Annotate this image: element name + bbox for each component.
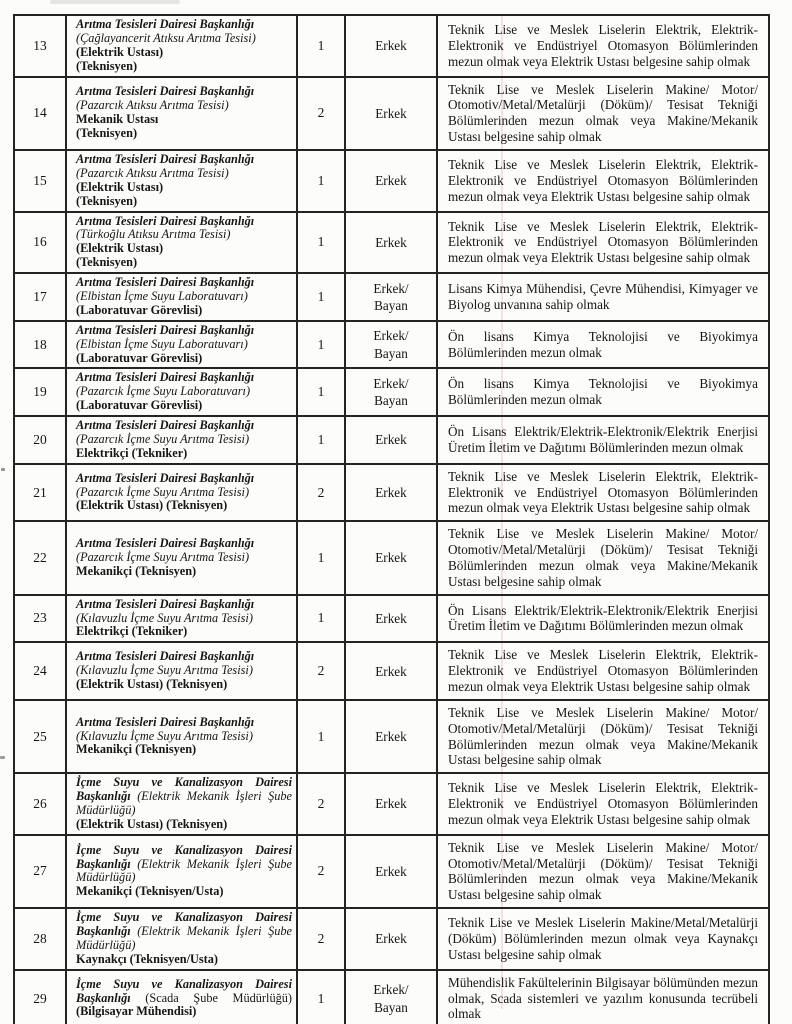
position-line [76, 167, 292, 181]
row-number-cell: 19 [14, 368, 66, 416]
requirement-cell: Teknik Lise ve Meslek Liselerin Elektrik, Elektrik-Elektronik ve Endüstriyel Otomasyon Bölümlerinden mezun olmak veya Elektrik Ustası belgesine sahip olmak [437, 642, 769, 700]
position-line [76, 385, 292, 399]
position-text-segment: Mekanik Ustası [76, 112, 159, 127]
table-row [14, 970, 769, 1024]
row-number-cell: 27 [14, 835, 66, 908]
requirement-cell: Ön Lisans Elektrik/Elektrik-Elektronik/Elektrik Enerjisi Üretim İletim ve Dağıtımı Bölümlerinden mezun olmak [437, 595, 769, 643]
table-row [14, 521, 769, 594]
requirement-cell: Teknik Lise ve Meslek Liselerin Makine/ Motor/ Otomotiv/Metal/Metalürji (Döküm)/ Tesisat Tekniği Bölümlerinden mezun olmak veya Makine/Mekanik Ustası belgesine sahip olmak [437, 521, 769, 594]
position-line [76, 127, 292, 141]
position-text-segment: Arıtma Tesisleri Dairesi Başkanlığı [76, 596, 255, 611]
position-text-segment: Arıtma Tesisleri Dairesi Başkanlığı [76, 17, 255, 31]
position-cell [66, 835, 297, 908]
count-cell: 1 [297, 700, 345, 773]
gender-cell: Erkek [345, 773, 437, 835]
position-cell [66, 150, 297, 212]
count-cell: 2 [297, 773, 345, 835]
requirement-cell: Teknik Lise ve Meslek Liselerin Makine/ Motor/ Otomotiv/Metal/Metalürji (Döküm)/ Tesisat Tekniği Bölümlerinden mezun olmak veya Makine/Mekanik Ustası belgesine sahip olmak [437, 700, 769, 773]
table-row [14, 464, 769, 522]
position-line [76, 195, 292, 209]
gender-cell: Erkek/ Bayan [345, 273, 437, 321]
count-cell: 1 [297, 15, 345, 77]
position-text-segment: Mekanikçi (Teknisyen) [76, 563, 197, 578]
table-row [14, 212, 769, 274]
position-text-segment: (Elektrik Mekanik İşleri Şube Müdürlüğü) [76, 924, 292, 952]
gender-cell: Erkek [345, 521, 437, 594]
position-line [76, 612, 292, 626]
row-number-cell: 15 [14, 150, 66, 212]
position-text-segment: Arıtma Tesisleri Dairesi Başkanlığı [76, 213, 255, 228]
position-text-segment: (Teknisyen) [76, 255, 138, 270]
gender-cell: Erkek [345, 77, 437, 150]
position-line [76, 486, 292, 500]
scan-speck [0, 756, 5, 759]
position-text-segment: (Laboratuvar Görevlisi) [76, 302, 203, 317]
requirement-cell: Ön Lisans Elektrik/Elektrik-Elektronik/Elektrik Enerjisi Üretim İletim ve Dağıtımı Bölümlerinden mezun olmak [437, 416, 769, 464]
count-cell: 1 [297, 416, 345, 464]
table-row [14, 642, 769, 700]
position-text-segment: Arıtma Tesisleri Dairesi Başkanlığı [76, 470, 255, 485]
position-line [76, 911, 292, 953]
requirement-cell: Teknik Lise ve Meslek Liselerin Elektrik, Elektrik-Elektronik ve Endüstriyel Otomasyon Bölümlerinden mezun olmak veya Elektrik Ustası belgesine sahip olmak [437, 464, 769, 522]
position-line [76, 181, 292, 195]
position-text-segment: Elektrikçi (Tekniker) [76, 445, 188, 460]
row-number-cell: 24 [14, 642, 66, 700]
position-cell [66, 908, 297, 970]
table-row [14, 15, 769, 77]
position-text-segment: Arıtma Tesisleri Dairesi Başkanlığı [76, 536, 255, 551]
position-text-segment: Kaynakçı (Teknisyen/Usta) [76, 951, 219, 966]
position-text-segment: (Pazarcık Atıksu Arıtma Tesisi) [76, 98, 229, 113]
position-line [76, 304, 292, 318]
position-text-segment: Mekanikçi (Teknisyen/Usta) [76, 884, 224, 899]
gender-cell: Erkek [345, 908, 437, 970]
position-text-segment: (Elektrik Mekanik İşleri Şube Müdürlüğü) [76, 789, 292, 818]
position-text-segment: (Laboratuvar Görevlisi) [76, 398, 203, 413]
requirement-cell: Teknik Lise ve Meslek Liselerin Elektrik, Elektrik-Elektronik ve Endüstriyel Otomasyon Bölümlerinden mezun olmak veya Elektrik Ustası belgesine sahip olmak [437, 150, 769, 212]
position-text-segment: (Scada Şube Müdürlüğü) [130, 990, 292, 1005]
position-text-segment: (Elektrik Ustası) (Teknisyen) [76, 498, 228, 513]
table-body [14, 15, 769, 1024]
position-text-segment: (Elektrik Ustası) [76, 241, 164, 256]
position-line [76, 730, 292, 744]
position-line [76, 290, 292, 304]
position-text-segment: (Elektrik Ustası) [76, 44, 164, 59]
position-line [76, 371, 292, 385]
position-line [76, 419, 292, 433]
requirement-cell: Teknik Lise ve Meslek Liselerin Makine/ Motor/ Otomotiv/Metal/Metalürji (Döküm)/ Tesisat Tekniği Bölümlerinden mezun olmak veya Makine/Mekanik Ustası belgesine sahip olmak [437, 835, 769, 908]
position-text-segment: (Çağlayancerit Atıksu Arıtma Tesisi) [76, 30, 256, 45]
position-line [76, 153, 292, 167]
position-text-segment: (Elektrik Ustası) (Teknisyen) [76, 816, 228, 831]
position-line [76, 399, 292, 413]
position-line [76, 776, 292, 818]
gender-cell: Erkek [345, 212, 437, 274]
table-row [14, 700, 769, 773]
position-line [76, 228, 292, 242]
position-line [76, 537, 292, 551]
position-line [76, 324, 292, 338]
position-text-segment: (Elektrik Ustası) [76, 179, 164, 194]
position-text-segment: İçme Suyu ve Kanalizasyon Dairesi Başkanlığı [76, 842, 292, 871]
row-number-cell: 28 [14, 908, 66, 970]
position-line [76, 844, 292, 886]
position-cell [66, 464, 297, 522]
requirement-cell: Teknik Lise ve Meslek Liselerin Elektrik, Elektrik-Elektronik ve Endüstriyel Otomasyon Bölümlerinden mezun olmak veya Elektrik Ustası belgesine sahip olmak [437, 15, 769, 77]
position-line [76, 598, 292, 612]
position-text-segment: (Elektrik Mekanik İşleri Şube Müdürlüğü) [76, 856, 292, 885]
gender-cell: Erkek/ Bayan [345, 368, 437, 416]
position-cell [66, 15, 297, 77]
table-row [14, 595, 769, 643]
position-line [76, 743, 292, 757]
position-text-segment: Mekanikçi (Teknisyen) [76, 742, 197, 757]
count-cell: 2 [297, 464, 345, 522]
row-number-cell: 26 [14, 773, 66, 835]
position-text-segment: (Bilgisayar Mühendisi) [76, 1004, 197, 1019]
position-text-segment: (Elbistan İçme Suyu Laboratuvarı) [76, 336, 248, 351]
position-cell [66, 416, 297, 464]
position-text-segment: Arıtma Tesisleri Dairesi Başkanlığı [76, 714, 255, 729]
gender-cell: Erkek [345, 835, 437, 908]
requirement-cell: Teknik Lise ve Meslek Liselerin Makine/ Motor/ Otomotiv/Metal/Metalürji (Döküm)/ Tesisat Tekniği Bölümlerinden mezun olmak veya Makine/Mekanik Ustası belgesine sahip olmak [437, 77, 769, 150]
gender-cell: Erkek [345, 464, 437, 522]
position-cell [66, 970, 297, 1024]
requirement-cell: Mühendislik Fakültelerinin Bilgisayar bölümünden mezun olmak, Scada sistemleri ve yazılım konusunda tecrübeli olmak [437, 970, 769, 1024]
row-number-cell: 23 [14, 595, 66, 643]
position-line [76, 215, 292, 229]
row-number-cell: 29 [14, 970, 66, 1024]
position-text-segment: Arıtma Tesisleri Dairesi Başkanlığı [76, 649, 255, 664]
row-number-cell: 17 [14, 273, 66, 321]
count-cell: 1 [297, 368, 345, 416]
table-row [14, 416, 769, 464]
position-line [76, 256, 292, 270]
position-text-segment: (Pazarcık İçme Suyu Laboratuvarı) [76, 384, 251, 399]
row-number-cell: 20 [14, 416, 66, 464]
position-line [76, 352, 292, 366]
count-cell: 2 [297, 642, 345, 700]
gender-cell: Erkek [345, 700, 437, 773]
position-text-segment: İçme Suyu ve Kanalizasyon Dairesi Başkanlığı [76, 775, 292, 804]
gender-cell: Erkek/ Bayan [345, 321, 437, 369]
table-row [14, 150, 769, 212]
position-cell [66, 368, 297, 416]
gender-cell: Erkek [345, 416, 437, 464]
row-number-cell: 21 [14, 464, 66, 522]
position-text-segment: Arıtma Tesisleri Dairesi Başkanlığı [76, 275, 255, 290]
position-line [76, 953, 292, 967]
gender-cell: Erkek [345, 595, 437, 643]
position-line [76, 818, 292, 832]
table-row [14, 321, 769, 369]
position-line [76, 276, 292, 290]
position-text-segment: İçme Suyu ve Kanalizasyon Dairesi Başkanlığı [76, 910, 292, 939]
count-cell: 1 [297, 970, 345, 1024]
scan-smudge [50, 0, 180, 4]
position-line [76, 433, 292, 447]
row-number-cell: 14 [14, 77, 66, 150]
position-line [76, 978, 292, 1020]
position-line [76, 18, 292, 32]
table-row [14, 368, 769, 416]
position-text-segment: (Elbistan İçme Suyu Laboratuvarı) [76, 288, 248, 303]
position-cell [66, 700, 297, 773]
count-cell: 2 [297, 77, 345, 150]
table-row [14, 77, 769, 150]
position-text-segment: (Pazarcık İçme Suyu Arıtma Tesisi) [76, 550, 250, 565]
position-text-segment: Arıtma Tesisleri Dairesi Başkanlığı [76, 370, 255, 385]
count-cell: 1 [297, 212, 345, 274]
position-line [76, 551, 292, 565]
position-cell [66, 642, 297, 700]
count-cell: 1 [297, 521, 345, 594]
gender-cell: Erkek [345, 642, 437, 700]
row-number-cell: 22 [14, 521, 66, 594]
position-text-segment: (Teknisyen) [76, 58, 138, 73]
position-text-segment: Arıtma Tesisleri Dairesi Başkanlığı [76, 322, 255, 337]
job-positions-table [13, 14, 770, 1024]
count-cell: 2 [297, 835, 345, 908]
position-line [76, 565, 292, 579]
table-row [14, 773, 769, 835]
position-line [76, 338, 292, 352]
position-text-segment: (Teknisyen) [76, 126, 138, 141]
requirement-cell: Teknik Lise ve Meslek Liselerin Elektrik, Elektrik-Elektronik ve Endüstriyel Otomasyon Bölümlerinden mezun olmak veya Elektrik Ustası belgesine sahip olmak [437, 773, 769, 835]
position-cell [66, 273, 297, 321]
position-text-segment: Elektrikçi (Tekniker) [76, 624, 188, 639]
position-text-segment: (Kılavuzlu İçme Suyu Arıtma Tesisi) [76, 728, 253, 743]
gender-cell: Erkek [345, 150, 437, 212]
position-line [76, 664, 292, 678]
table-row [14, 908, 769, 970]
count-cell: 2 [297, 908, 345, 970]
table-row [14, 273, 769, 321]
position-cell [66, 77, 297, 150]
position-line [76, 625, 292, 639]
position-line [76, 447, 292, 461]
count-cell: 1 [297, 321, 345, 369]
count-cell: 1 [297, 595, 345, 643]
position-cell [66, 321, 297, 369]
gender-cell: Erkek [345, 15, 437, 77]
position-text-segment: (Pazarcık İçme Suyu Arıtma Tesisi) [76, 484, 250, 499]
position-text-segment: İçme Suyu ve Kanalizasyon Dairesi Başkanlığı [76, 976, 292, 1005]
position-cell [66, 595, 297, 643]
position-text-segment: (Türkoğlu Atıksu Arıtma Tesisi) [76, 227, 231, 242]
position-text-segment: Arıtma Tesisleri Dairesi Başkanlığı [76, 151, 255, 166]
row-number-cell: 18 [14, 321, 66, 369]
position-text-segment: (Kılavuzlu İçme Suyu Arıtma Tesisi) [76, 663, 253, 678]
position-line [76, 678, 292, 692]
position-line [76, 885, 292, 899]
requirement-cell: Ön lisans Kimya Teknolojisi ve Biyokimya Bölümlerinden mezun olmak [437, 368, 769, 416]
requirement-cell: Lisans Kimya Mühendisi, Çevre Mühendisi, Kimyager ve Biyolog unvanına sahip olmak [437, 273, 769, 321]
position-line [76, 46, 292, 60]
position-line [76, 499, 292, 513]
position-text-segment: (Elektrik Ustası) (Teknisyen) [76, 677, 228, 692]
position-line [76, 716, 292, 730]
position-cell [66, 212, 297, 274]
position-cell [66, 773, 297, 835]
requirement-cell: Ön lisans Kimya Teknolojisi ve Biyokimya Bölümlerinden mezun olmak [437, 321, 769, 369]
position-line [76, 650, 292, 664]
row-number-cell: 13 [14, 15, 66, 77]
count-cell: 1 [297, 150, 345, 212]
scan-speck [1, 468, 5, 471]
position-cell [66, 521, 297, 594]
position-text-segment: Arıtma Tesisleri Dairesi Başkanlığı [76, 84, 255, 99]
position-line [76, 60, 292, 74]
requirement-cell: Teknik Lise ve Meslek Liselerin Makine/Metal/Metalürji (Döküm) Bölümlerinden mezun olmak veya Kaynakçı Ustası belgesine sahip olmak [437, 908, 769, 970]
requirement-cell: Teknik Lise ve Meslek Liselerin Elektrik, Elektrik-Elektronik ve Endüstriyel Otomasyon Bölümlerinden mezun olmak veya Elektrik Ustası belgesine sahip olmak [437, 212, 769, 274]
position-line [76, 113, 292, 127]
position-line [76, 99, 292, 113]
position-text-segment: (Laboratuvar Görevlisi) [76, 350, 203, 365]
position-line [76, 472, 292, 486]
count-cell: 1 [297, 273, 345, 321]
row-number-cell: 16 [14, 212, 66, 274]
position-text-segment: Arıtma Tesisleri Dairesi Başkanlığı [76, 418, 255, 433]
table-row [14, 835, 769, 908]
position-text-segment: (Teknisyen) [76, 193, 138, 208]
position-line [76, 32, 292, 46]
position-line [76, 242, 292, 256]
position-line [76, 85, 292, 99]
row-number-cell: 25 [14, 700, 66, 773]
gender-cell: Erkek/ Bayan [345, 970, 437, 1024]
position-text-segment: (Pazarcık İçme Suyu Arıtma Tesisi) [76, 431, 250, 446]
position-text-segment: (Kılavuzlu İçme Suyu Arıtma Tesisi) [76, 610, 253, 625]
position-text-segment: (Pazarcık Atıksu Arıtma Tesisi) [76, 165, 229, 180]
